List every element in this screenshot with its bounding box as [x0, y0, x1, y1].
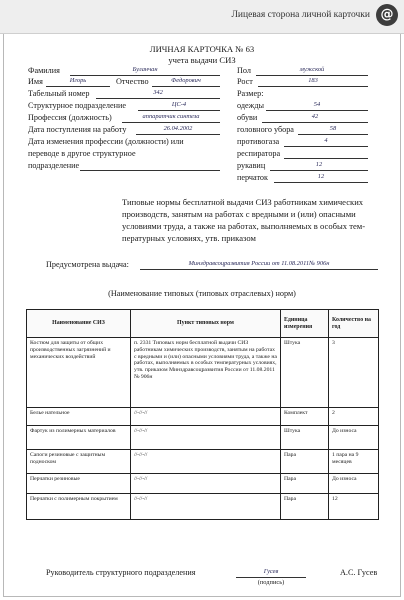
gloves-label: перчаток	[237, 173, 268, 182]
norms-text-line-3: условиями труда, а также на работах, выполняемых в особых тем-	[122, 221, 366, 231]
change-date-label-1: Дата изменения профессии (должности) или	[28, 137, 184, 146]
surname-value: Буланчан	[132, 66, 158, 73]
cell-quantity: До износа	[329, 426, 379, 450]
hire-date-label: Дата поступления на работу	[28, 125, 127, 134]
table-header-row	[27, 310, 379, 338]
cell-siz-name: Перчатки резиновые	[27, 474, 131, 494]
cell-norm-point: //-//-//	[131, 494, 281, 520]
tab-number-value: 342	[153, 89, 163, 96]
cell-quantity: 3	[329, 338, 379, 408]
patronymic-value: Федорович	[171, 77, 201, 84]
hire-date-value: 26.04.2002	[163, 125, 193, 132]
cell-norm-point: //-//-//	[131, 474, 281, 494]
size-label: Размер:	[237, 89, 264, 98]
change-date-label-2: переводе в другое структурное	[28, 149, 136, 158]
tab-number-label: Табельный номер	[28, 89, 90, 98]
at-logo-icon: @	[376, 4, 398, 26]
norms-text-line-4: пературных условиях, утв. приказом	[122, 233, 256, 243]
gloves-value: 12	[317, 173, 325, 180]
mittens-value: 12	[315, 161, 323, 168]
cell-quantity: 12	[329, 494, 379, 520]
change-date-line	[80, 161, 220, 171]
sex-label: Пол	[237, 66, 251, 75]
headwear-value: 58	[329, 125, 337, 132]
profession-label: Профессия (должность)	[28, 113, 112, 122]
shoes-value: 42	[311, 113, 319, 120]
header-unit: Единица измерения	[281, 310, 329, 338]
header-siz-name: Наименование СИЗ	[27, 310, 131, 338]
provision-value: Минздравсоцразвития России от 11.08.2011№ 906н	[188, 260, 330, 267]
card-subtitle: учета выдачи СИЗ	[168, 55, 236, 65]
clothes-value: 54	[313, 101, 321, 108]
norms-text-line-2: производств, занятым на работах с вредными и (или) опасными	[122, 209, 356, 219]
sex-value: мужской	[299, 66, 325, 73]
cell-quantity: 2	[329, 408, 379, 426]
profession-value: аппаратчик синтеза	[142, 113, 200, 120]
table-row	[27, 474, 379, 494]
cell-unit: Комплект	[281, 408, 329, 426]
cell-siz-name: Костюм для защиты от общих производственных загрязнений и механических воздействий	[27, 338, 131, 408]
height-label: Рост	[237, 77, 253, 86]
patronymic-label: Отчество	[116, 77, 149, 86]
footer-manager-name: А.С. Гусев	[340, 568, 378, 577]
cell-unit: Штука	[281, 338, 329, 408]
signature-value: Гусев	[263, 568, 279, 575]
cell-unit: Пара	[281, 474, 329, 494]
norms-caption: (Наименование типовых (типовых отраслевых) норм)	[108, 289, 296, 298]
clothes-label: одежды	[237, 101, 264, 110]
gasmask-value: 4	[324, 137, 328, 144]
page-caption: Лицевая сторона личной карточки	[231, 10, 370, 20]
respirator-line	[284, 149, 368, 159]
cell-norm-point: //-//-//	[131, 426, 281, 450]
table-row	[27, 408, 379, 426]
cell-siz-name: Фартук из полимерных материалов	[27, 426, 131, 450]
department-value: ЦС-4	[171, 101, 187, 108]
cell-norm-point: //-//-//	[131, 450, 281, 474]
shoes-label: обуви	[237, 113, 258, 122]
cell-siz-name: Перчатки с полимерным покрытием	[27, 494, 131, 520]
gasmask-label: противогаза	[237, 137, 280, 146]
cell-unit: Пара	[281, 450, 329, 474]
respirator-label: респиратора	[237, 149, 281, 158]
cell-quantity: 1 пара на 9 месяцев	[329, 450, 379, 474]
top-bar	[0, 0, 404, 34]
cell-unit: Пара	[281, 494, 329, 520]
header-quantity: Количество на год	[329, 310, 379, 338]
provision-label: Предусмотрена выдача:	[46, 260, 129, 269]
cell-siz-name: Белье нательное	[27, 408, 131, 426]
department-label: Структурное подразделение	[28, 101, 127, 110]
table-row	[27, 450, 379, 474]
norms-text-line-1: Типовые нормы бесплатной выдачи СИЗ работникам химических	[122, 197, 364, 207]
table-row	[27, 426, 379, 450]
table-row	[27, 338, 379, 408]
signature-caption: (подпись)	[257, 579, 285, 586]
footer-manager-label: Руководитель структурного подразделения	[46, 568, 196, 577]
table-row	[27, 494, 379, 520]
height-value: 183	[308, 77, 318, 84]
cell-quantity: До износа	[329, 474, 379, 494]
mittens-label: рукавиц	[237, 161, 266, 170]
surname-label: Фамилия	[28, 66, 60, 75]
cell-norm-point: //-//-//	[131, 408, 281, 426]
cell-norm-point: п. 2331 Типовых норм бесплатной выдачи СИЗ работникам химических производств, занятым на работах с вредными и (или) опасными условиями труда, а также на работах, выполняемых в особых температурных условиях, утв. приказом Минздравсоцразвития России от 11.08.2011 № 906н	[131, 338, 281, 408]
header-norm-point: Пункт типовых норм	[131, 310, 281, 338]
cell-unit: Штука	[281, 426, 329, 450]
change-date-label-3: подразделение	[28, 161, 80, 170]
cell-siz-name: Сапоги резиновые с защитным подноском	[27, 450, 131, 474]
name-value: Игорь	[69, 77, 87, 84]
name-label: Имя	[28, 77, 43, 86]
headwear-label: головного убора	[237, 125, 294, 134]
siz-norms-table	[26, 309, 379, 520]
card-title: ЛИЧНАЯ КАРТОЧКА № 63	[149, 44, 255, 54]
